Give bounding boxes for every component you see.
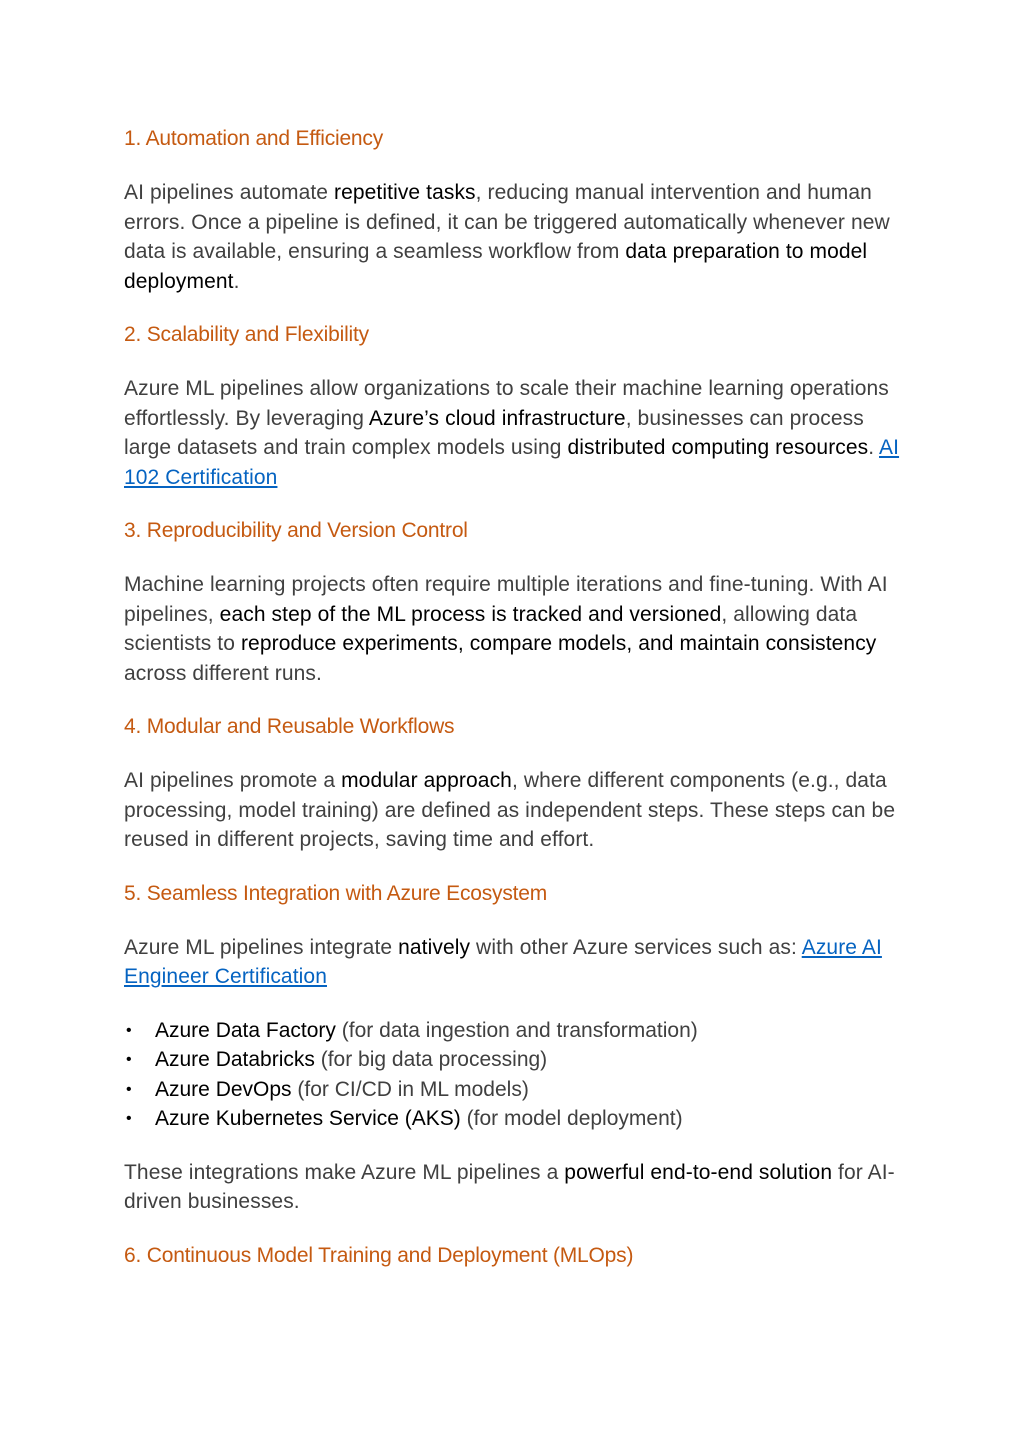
text-run: (for model deployment) xyxy=(460,1107,683,1130)
text-run: AI pipelines automate xyxy=(124,181,334,204)
emphasis-text: Azure DevOps xyxy=(155,1077,292,1101)
text-run: AI pipelines promote a xyxy=(124,769,342,792)
emphasis-text: powerful end-to-end solution xyxy=(564,1160,833,1184)
section-heading-automation: 1. Automation and Efficiency xyxy=(124,127,384,150)
list-item xyxy=(124,1104,904,1134)
text-run: across different runs. xyxy=(124,661,322,685)
section-paragraph-integration-summary xyxy=(124,1158,904,1217)
text-run: , businesses can process large datasets and train complex models using xyxy=(124,406,864,459)
emphasis-text: Azure Kubernetes Service (AKS) xyxy=(155,1107,461,1130)
list-item xyxy=(124,1016,904,1046)
text-run: . xyxy=(868,436,879,459)
bullet-icon: • xyxy=(126,1110,132,1127)
text-run: (for CI/CD in ML models) xyxy=(291,1077,529,1101)
section-heading-scalability: 2. Scalability and Flexibility xyxy=(124,323,369,346)
text-run: for AI-driven businesses. xyxy=(124,1160,895,1213)
azure-services-list xyxy=(124,1016,904,1134)
emphasis-text: reproduce experiments, compare models, and maintain consistency xyxy=(240,632,877,655)
emphasis-text: Azure Databricks xyxy=(155,1048,315,1071)
section-paragraph-reproducibility xyxy=(124,570,904,688)
text-run: (for data ingestion and transformation) xyxy=(335,1018,698,1042)
section-paragraph-scalability xyxy=(124,374,904,492)
text-run: , where different components (e.g., data processing, model training) are defined as independent steps. These steps can be reused in different projects, saving time and effort. xyxy=(124,769,896,851)
section-heading-mlops: 6. Continuous Model Training and Deployment (MLOps) xyxy=(124,1243,634,1267)
section-heading-reproducibility: 3. Reproducibility and Version Control xyxy=(124,519,468,542)
text-run: Azure ML pipelines integrate xyxy=(124,935,399,959)
emphasis-text: natively xyxy=(398,935,471,959)
text-run: with other Azure services such as: xyxy=(470,935,802,959)
text-run: (for big data processing) xyxy=(314,1048,548,1071)
emphasis-text: repetitive tasks xyxy=(334,181,476,204)
text-run: These integrations make Azure ML pipelines a xyxy=(124,1160,565,1184)
emphasis-text: Azure’s cloud infrastructure xyxy=(368,406,626,430)
section-heading-integration: 5. Seamless Integration with Azure Ecosystem xyxy=(124,881,548,905)
text-run: , reducing manual intervention and human errors. Once a pipeline is defined, it can be triggered automatically whenever new data is available, ensuring a seamless workflow from xyxy=(124,181,890,263)
text-run: , allowing data scientists to xyxy=(124,602,858,655)
emphasis-text: each step of the ML process is tracked and versioned xyxy=(219,602,722,626)
azure-ai-engineer-certification-link[interactable]: Azure AI Engineer Certification xyxy=(124,935,882,988)
list-item xyxy=(124,1045,904,1075)
section-heading-modular: 4. Modular and Reusable Workflows xyxy=(124,715,455,738)
emphasis-text: Azure Data Factory xyxy=(155,1018,336,1042)
list-item xyxy=(124,1075,904,1105)
text-run: Machine learning projects often require multiple iterations and fine-tuning. With AI pipelines, xyxy=(124,573,888,626)
document-page xyxy=(124,124,904,1295)
section-paragraph-integration xyxy=(124,933,904,992)
emphasis-text: modular approach xyxy=(341,769,512,792)
text-run: Azure ML pipelines allow organizations to scale their machine learning operations effortlessly. By leveraging xyxy=(124,377,889,430)
emphasis-text: data preparation to model deployment xyxy=(124,240,868,293)
section-paragraph-automation xyxy=(124,178,904,296)
bullet-icon: • xyxy=(126,1080,132,1098)
bullet-icon: • xyxy=(126,1051,132,1068)
text-run: . xyxy=(233,269,240,293)
bullet-icon: • xyxy=(126,1021,132,1039)
section-paragraph-modular xyxy=(124,766,904,855)
emphasis-text: distributed computing resources xyxy=(567,436,869,459)
ai-102-certification-link[interactable]: AI 102 Certification xyxy=(124,436,900,489)
